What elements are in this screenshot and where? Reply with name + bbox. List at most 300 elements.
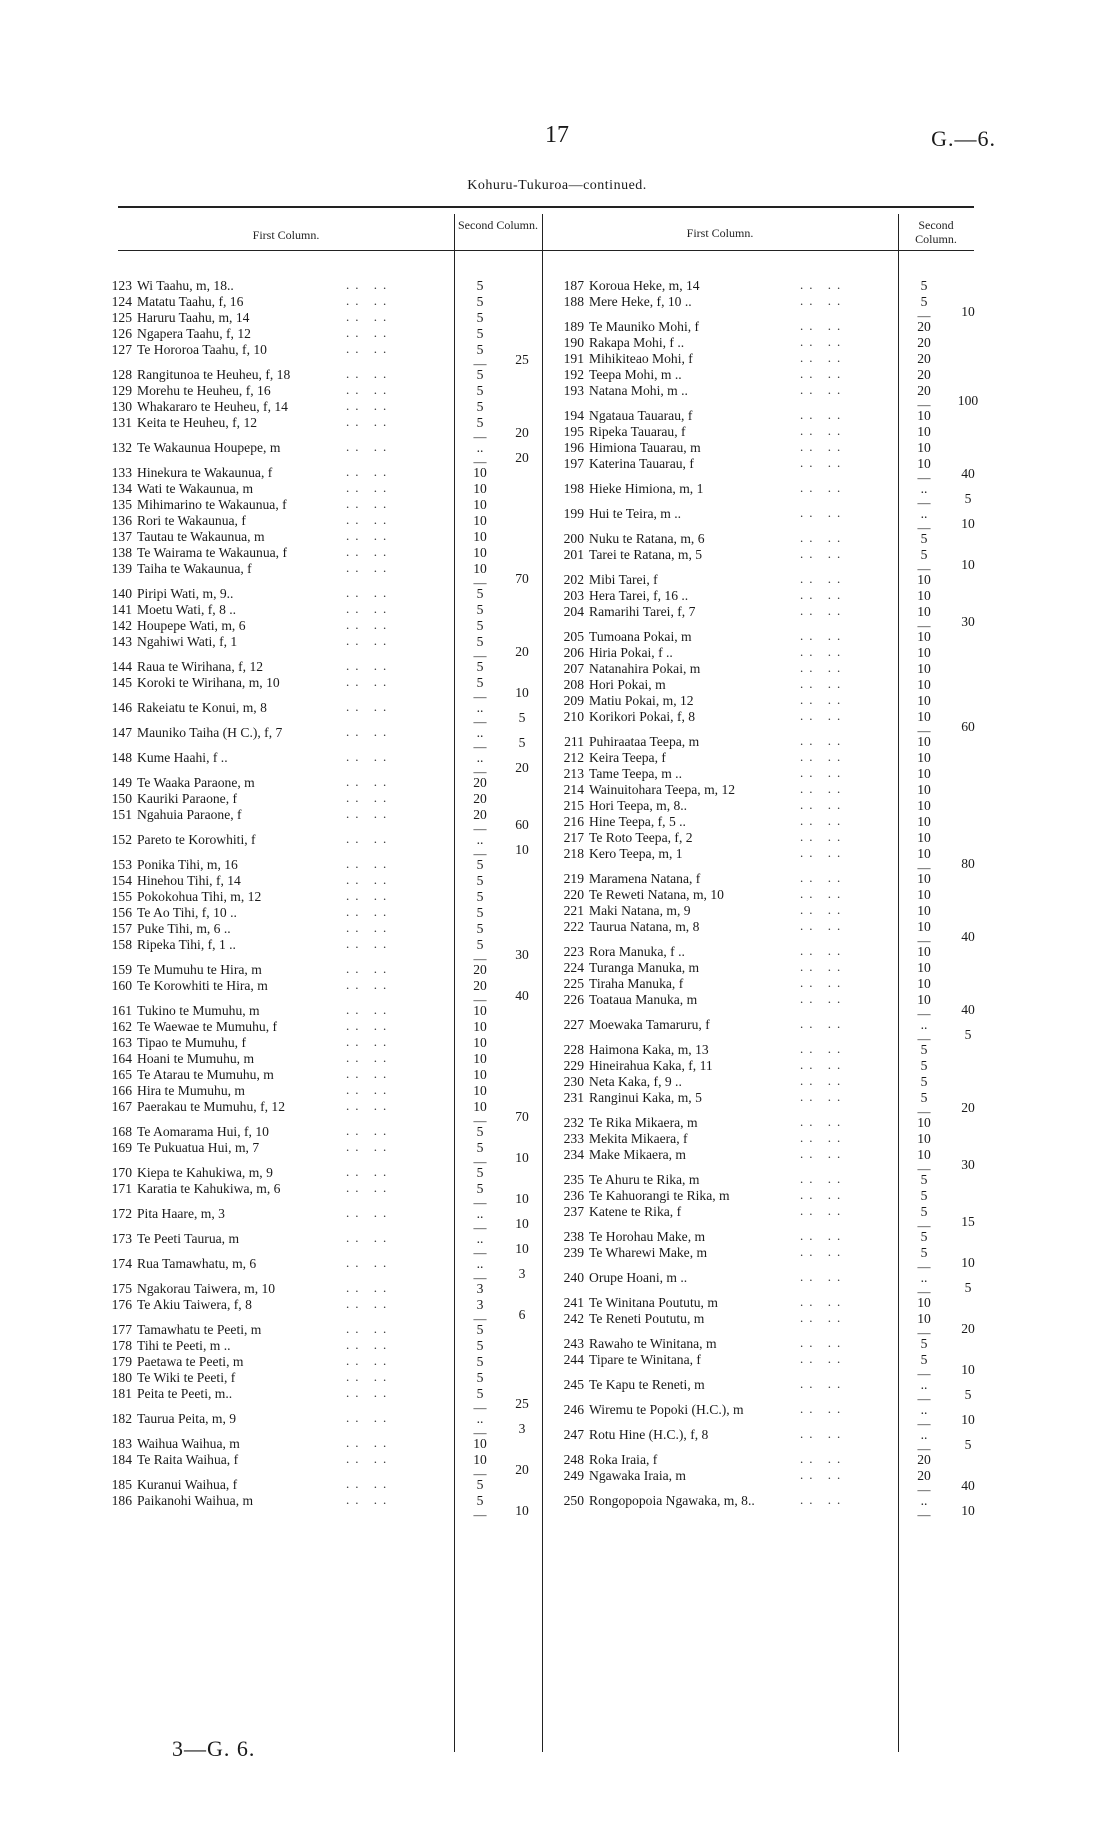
entry-number: 184: [111, 1452, 132, 1467]
leader-dots: .. ..: [346, 414, 393, 429]
subtotal-dash: —: [473, 951, 487, 966]
entry-name: Ranginui Kaka, m, 5: [589, 1090, 702, 1105]
entry-number: 164: [111, 1051, 132, 1066]
first-column-value: 5: [476, 399, 484, 414]
table-row: [550, 629, 692, 645]
entry-number: 150: [111, 791, 132, 806]
leader-dots: .. ..: [800, 571, 847, 586]
table-row: [98, 1181, 280, 1197]
entry-number: 189: [563, 319, 584, 334]
entry-name: Te Ao Tihi, f, 10 ..: [137, 905, 237, 920]
subtotal-dash: —: [473, 764, 487, 779]
leader-dots: .. ..: [800, 1073, 847, 1088]
leader-dots: .. ..: [800, 1294, 847, 1309]
entry-number: 213: [563, 766, 584, 781]
entry-number: 153: [111, 857, 132, 872]
second-column-value: 10: [515, 1503, 529, 1518]
second-column-value: 5: [964, 1027, 972, 1042]
leader-dots: .. ..: [346, 1066, 393, 1081]
entry-name: Koroua Heke, m, 14: [589, 278, 700, 293]
entry-number: 175: [111, 1281, 132, 1296]
first-column-value: 10: [917, 1131, 931, 1146]
table-row: [98, 1083, 245, 1099]
table-row: [98, 1322, 261, 1338]
entry-name: Te Winitana Poututu, m: [589, 1295, 718, 1310]
first-column-value: 5: [476, 383, 484, 398]
leader-dots: .. ..: [800, 765, 847, 780]
table-row: [550, 1115, 698, 1131]
entry-name: Rakeiatu te Konui, m, 8: [137, 700, 267, 715]
first-column-value: 5: [920, 531, 928, 546]
leader-dots: .. ..: [800, 1492, 847, 1507]
entry-name: Te Atarau te Mumuhu, m: [137, 1067, 274, 1082]
table-row: [550, 1204, 681, 1220]
table-row: [550, 440, 701, 456]
entry-number: 239: [563, 1245, 584, 1260]
entry-number: 161: [111, 1003, 132, 1018]
second-column-value: 70: [515, 571, 529, 586]
first-column-value: 5: [476, 889, 484, 904]
leader-dots: .. ..: [346, 1050, 393, 1065]
leader-dots: .. ..: [346, 1435, 393, 1450]
second-column-value: 25: [515, 1396, 529, 1411]
table-row: [550, 383, 688, 399]
first-column-value: ..: [476, 1411, 484, 1426]
table-row: [550, 1270, 687, 1286]
first-column-value: 10: [917, 976, 931, 991]
first-column-value: 20: [917, 1452, 931, 1467]
table-row: [98, 1003, 260, 1019]
subtotal-dash: —: [917, 520, 931, 535]
entry-name: Hiria Pokai, f ..: [589, 645, 673, 660]
entry-name: Te Wiki te Peeti, f: [137, 1370, 236, 1385]
subtotal-dash: —: [473, 1154, 487, 1169]
first-column-value: ..: [476, 440, 484, 455]
table-row: [550, 588, 688, 604]
entry-name: Ngahuia Paraone, f: [137, 807, 242, 822]
first-column-value: 5: [476, 921, 484, 936]
table-row: [550, 1336, 717, 1352]
entry-name: Waihua Waihua, m: [137, 1436, 240, 1451]
first-column-value: 5: [476, 1181, 484, 1196]
table-row: [98, 1206, 225, 1222]
leader-dots: .. ..: [346, 1002, 393, 1017]
table-row: [550, 846, 683, 862]
leader-dots: .. ..: [346, 1098, 393, 1113]
entry-number: 127: [111, 342, 132, 357]
subtotal-dash: —: [917, 1325, 931, 1340]
table-row: [98, 889, 261, 905]
first-column-value: 5: [920, 547, 928, 562]
second-column-value: 20: [515, 760, 529, 775]
second-column-value: 10: [515, 1216, 529, 1231]
table-row: [550, 1017, 710, 1033]
entry-name: Ngapera Taahu, f, 12: [137, 326, 251, 341]
table-row: [550, 367, 682, 383]
first-column-value: 10: [917, 572, 931, 587]
subtotal-dash: —: [917, 1259, 931, 1274]
leader-dots: .. ..: [346, 961, 393, 976]
leader-dots: .. ..: [346, 1321, 393, 1336]
entry-number: 194: [563, 408, 584, 423]
subtotal-dash: —: [473, 648, 487, 663]
leader-dots: .. ..: [346, 398, 393, 413]
first-column-value: 10: [917, 645, 931, 660]
first-column-value: 20: [917, 367, 931, 382]
first-column-value: 5: [476, 634, 484, 649]
leader-dots: .. ..: [346, 464, 393, 479]
table-row: [550, 456, 694, 472]
leader-dots: .. ..: [346, 904, 393, 919]
first-column-value: 10: [917, 750, 931, 765]
first-column-value: 5: [476, 1386, 484, 1401]
entry-number: 146: [111, 700, 132, 715]
entry-number: 233: [563, 1131, 584, 1146]
leader-dots: .. ..: [800, 813, 847, 828]
second-column-value: 20: [515, 425, 529, 440]
table-row: [98, 367, 290, 383]
subtotal-dash: —: [473, 739, 487, 754]
first-column-value: 5: [476, 342, 484, 357]
entry-name: Piripi Wati, m, 9..: [137, 586, 234, 601]
subtotal-dash: —: [473, 1425, 487, 1440]
table-row: [550, 547, 702, 563]
entry-number: 203: [563, 588, 584, 603]
entry-number: 157: [111, 921, 132, 936]
entry-name: Matatu Taahu, f, 16: [137, 294, 244, 309]
entry-number: 206: [563, 645, 584, 660]
leader-dots: .. ..: [800, 455, 847, 470]
entry-name: Haruru Taahu, m, 14: [137, 310, 250, 325]
entry-name: Tautau te Wakaunua, m: [137, 529, 265, 544]
entry-name: Hira te Mumuhu, m: [137, 1083, 245, 1098]
entry-number: 207: [563, 661, 584, 676]
second-column-value: 5: [518, 710, 526, 725]
entry-number: 248: [563, 1452, 584, 1467]
table-row: [98, 294, 243, 310]
second-column-value: 40: [961, 1478, 975, 1493]
table-row: [550, 1352, 701, 1368]
table-row: [98, 586, 233, 602]
entry-number: 182: [111, 1411, 132, 1426]
leader-dots: .. ..: [346, 699, 393, 714]
first-column-value: 10: [473, 1067, 487, 1082]
leader-dots: .. ..: [346, 1280, 393, 1295]
entry-number: 223: [563, 944, 584, 959]
subtotal-dash: —: [473, 1507, 487, 1522]
entry-number: 171: [111, 1181, 132, 1196]
first-column-value: 10: [473, 1019, 487, 1034]
entry-number: 176: [111, 1297, 132, 1312]
first-column-value: 5: [920, 1229, 928, 1244]
entry-number: 123: [111, 278, 132, 293]
second-column-value: 40: [961, 929, 975, 944]
second-column-value: 10: [515, 842, 529, 857]
entry-number: 238: [563, 1229, 584, 1244]
first-column-value: 10: [917, 846, 931, 861]
subtotal-dash: —: [473, 1270, 487, 1285]
header-first-column-right: First Column.: [686, 226, 754, 240]
leader-dots: .. ..: [800, 480, 847, 495]
first-column-value: ..: [476, 832, 484, 847]
entry-name: Tumoana Pokai, m: [589, 629, 692, 644]
first-column-value: 20: [917, 383, 931, 398]
entry-name: Te Wharewi Make, m: [589, 1245, 708, 1260]
first-column-value: 10: [917, 871, 931, 886]
leader-dots: .. ..: [346, 1385, 393, 1400]
leader-dots: .. ..: [346, 806, 393, 821]
entry-name: Te Hororoa Taahu, f, 10: [137, 342, 267, 357]
table-row: [550, 1074, 682, 1090]
subtotal-dash: —: [473, 821, 487, 836]
second-column-value: 6: [518, 1307, 526, 1322]
first-column-value: 5: [476, 675, 484, 690]
first-column-value: 20: [473, 807, 487, 822]
first-column-value: 5: [920, 1336, 928, 1351]
entry-number: 228: [563, 1042, 584, 1057]
first-column-value: 20: [473, 978, 487, 993]
entry-name: Korikori Pokai, f, 8: [589, 709, 696, 724]
leader-dots: .. ..: [800, 1203, 847, 1218]
entry-number: 136: [111, 513, 132, 528]
table-row: [550, 351, 693, 367]
table-row: [550, 278, 700, 294]
first-column-value: 5: [476, 294, 484, 309]
footer-code: 3—G. 6.: [172, 1736, 256, 1761]
entry-number: 227: [563, 1017, 584, 1032]
entry-name: Karatia te Kahukiwa, m, 6: [137, 1181, 281, 1196]
leader-dots: .. ..: [800, 991, 847, 1006]
table-row: [98, 1477, 237, 1493]
first-column-value: 5: [920, 294, 928, 309]
leader-dots: .. ..: [346, 1296, 393, 1311]
entry-name: Tipao te Mumuhu, f: [137, 1035, 247, 1050]
entry-number: 188: [563, 294, 584, 309]
entry-name: Te Korowhiti te Hira, m: [137, 978, 268, 993]
first-column-value: ..: [920, 1427, 928, 1442]
first-column-value: ..: [476, 1256, 484, 1271]
table-row: [98, 602, 236, 618]
second-column-value: 100: [957, 393, 979, 408]
entry-name: Wiremu te Popoki (H.C.), m: [589, 1402, 744, 1417]
first-column-value: 10: [917, 629, 931, 644]
entry-number: 246: [563, 1402, 584, 1417]
first-column-value: 5: [476, 1322, 484, 1337]
entry-number: 130: [111, 399, 132, 414]
entry-name: Rotu Hine (H.C.), f, 8: [589, 1427, 709, 1442]
table-row: [98, 1051, 254, 1067]
entry-name: Hieke Himiona, m, 1: [589, 481, 704, 496]
second-column-value: 10: [961, 557, 975, 572]
table-row: [98, 1493, 253, 1509]
entry-number: 187: [563, 278, 584, 293]
leader-dots: .. ..: [800, 886, 847, 901]
first-column-value: 10: [917, 709, 931, 724]
second-column-value: 70: [515, 1109, 529, 1124]
first-column-value: ..: [920, 1017, 928, 1032]
entry-number: 190: [563, 335, 584, 350]
entry-number: 145: [111, 675, 132, 690]
second-column-value: 60: [961, 719, 975, 734]
leader-dots: .. ..: [800, 277, 847, 292]
entry-number: 195: [563, 424, 584, 439]
leader-dots: .. ..: [346, 1205, 393, 1220]
table-row: [550, 709, 695, 725]
entry-number: 214: [563, 782, 584, 797]
entry-name: Kume Haahi, f ..: [137, 750, 228, 765]
entry-number: 209: [563, 693, 584, 708]
entry-name: Puhiraataa Teepa, m: [589, 734, 700, 749]
first-column-value: 20: [917, 1468, 931, 1483]
first-column-value: 10: [917, 919, 931, 934]
entry-name: Hinekura te Wakaunua, f: [137, 465, 273, 480]
table-row: [98, 1124, 269, 1140]
leader-dots: .. ..: [800, 870, 847, 885]
table-row: [550, 661, 700, 677]
table-row: [98, 1035, 246, 1051]
table-row: [98, 962, 262, 978]
entry-name: Keita te Heuheu, f, 12: [137, 415, 258, 430]
entry-number: 177: [111, 1322, 132, 1337]
second-column-value: 10: [515, 685, 529, 700]
first-column-value: ..: [476, 750, 484, 765]
first-column-value: 10: [917, 814, 931, 829]
entry-name: Ramarihi Tarei, f, 7: [589, 604, 696, 619]
leader-dots: .. ..: [800, 318, 847, 333]
first-column-value: 5: [476, 1338, 484, 1353]
entry-name: Te Kahuorangi te Rika, m: [589, 1188, 730, 1203]
leader-dots: .. ..: [346, 1255, 393, 1270]
first-column-value: 5: [920, 1204, 928, 1219]
entry-name: Moewaka Tamaruru, f: [589, 1017, 710, 1032]
subtotal-dash: —: [917, 1218, 931, 1233]
entry-name: Tihi te Peeti, m ..: [137, 1338, 231, 1353]
entry-name: Hori Pokai, m: [589, 677, 666, 692]
table-row: [98, 1256, 256, 1272]
first-column-value: 20: [473, 775, 487, 790]
first-column-value: 10: [473, 513, 487, 528]
first-column-value: 10: [473, 1436, 487, 1451]
table-row: [98, 725, 282, 741]
leader-dots: .. ..: [346, 1164, 393, 1179]
subtotal-dash: —: [473, 356, 487, 371]
leader-dots: .. ..: [346, 774, 393, 789]
leader-dots: .. ..: [800, 1401, 847, 1416]
table-row: [98, 791, 237, 807]
entry-name: Te Wairama te Wakaunua, f: [137, 545, 287, 560]
leader-dots: .. ..: [800, 918, 847, 933]
leader-dots: .. ..: [346, 1018, 393, 1033]
first-column-value: 10: [917, 588, 931, 603]
entry-name: Te Kapu te Reneti, m: [589, 1377, 705, 1392]
first-column-value: 5: [476, 602, 484, 617]
subtotal-dash: —: [473, 1113, 487, 1128]
subtotal-dash: —: [917, 723, 931, 738]
entry-name: Te Aomarama Hui, f, 10: [137, 1124, 269, 1139]
table-row: [98, 440, 280, 456]
first-column-value: 5: [476, 1493, 484, 1508]
entry-name: Haimona Kaka, m, 13: [589, 1042, 709, 1057]
entry-name: Ngakorau Taiwera, m, 10: [137, 1281, 276, 1296]
subtotal-dash: —: [473, 429, 487, 444]
leader-dots: .. ..: [346, 277, 393, 292]
leader-dots: .. ..: [346, 872, 393, 887]
leader-dots: .. ..: [800, 1310, 847, 1325]
leader-dots: .. ..: [346, 633, 393, 648]
entry-name: Maramena Natana, f: [589, 871, 701, 886]
second-column-value: 20: [515, 644, 529, 659]
first-column-value: 5: [476, 1140, 484, 1155]
entry-name: Peita te Peeti, m..: [137, 1386, 233, 1401]
first-column-value: 5: [476, 1477, 484, 1492]
entry-number: 139: [111, 561, 132, 576]
leader-dots: .. ..: [800, 1426, 847, 1441]
entry-number: 152: [111, 832, 132, 847]
entry-name: Roka Iraia, f: [589, 1452, 658, 1467]
second-column-value: 3: [518, 1421, 526, 1436]
subtotal-dash: —: [473, 1311, 487, 1326]
leader-dots: .. ..: [346, 512, 393, 527]
first-column-value: 10: [473, 1099, 487, 1114]
subtotal-dash: —: [917, 618, 931, 633]
entry-number: 222: [563, 919, 584, 934]
first-column-value: 5: [476, 326, 484, 341]
leader-dots: .. ..: [346, 617, 393, 632]
table-row: [550, 1172, 699, 1188]
entry-number: 169: [111, 1140, 132, 1155]
entry-name: Te Waewae te Mumuhu, f: [137, 1019, 278, 1034]
header-second-column-right: Second Column.: [915, 218, 957, 246]
subtotal-dash: —: [917, 495, 931, 510]
leader-dots: .. ..: [346, 856, 393, 871]
leader-dots: .. ..: [800, 628, 847, 643]
first-column-value: 10: [917, 887, 931, 902]
entry-number: 243: [563, 1336, 584, 1351]
first-column-value: 5: [476, 1165, 484, 1180]
entry-number: 162: [111, 1019, 132, 1034]
entry-number: 245: [563, 1377, 584, 1392]
entry-number: 135: [111, 497, 132, 512]
entry-number: 211: [564, 734, 584, 749]
entry-name: Kuranui Waihua, f: [137, 1477, 238, 1492]
first-column-value: 20: [473, 962, 487, 977]
first-column-value: 10: [917, 1295, 931, 1310]
table-row: [550, 645, 673, 661]
entry-name: Hui te Teira, m ..: [589, 506, 682, 521]
table-row: [550, 814, 686, 830]
entry-number: 141: [111, 602, 132, 617]
header-first-column-left: First Column.: [252, 228, 320, 242]
entry-name: Te Akiu Taiwera, f, 8: [137, 1297, 252, 1312]
header-second-column-left: Second Column.: [458, 218, 538, 232]
second-column-value: 30: [515, 947, 529, 962]
second-column-value: 5: [964, 491, 972, 506]
first-column-value: ..: [920, 506, 928, 521]
leader-dots: .. ..: [346, 496, 393, 511]
first-column-value: 10: [917, 798, 931, 813]
entry-name: Wainuitohara Teepa, m, 12: [589, 782, 736, 797]
second-column-value: 80: [961, 856, 975, 871]
entry-name: Tipare te Winitana, f: [589, 1352, 701, 1367]
subtotal-dash: —: [917, 561, 931, 576]
entry-number: 201: [563, 547, 584, 562]
entry-number: 220: [563, 887, 584, 902]
subtotal-dash: —: [917, 933, 931, 948]
page-title: Kohuru-Tukuroa—continued.: [467, 178, 647, 193]
leader-dots: .. ..: [800, 587, 847, 602]
table-row: [550, 424, 686, 440]
second-column-value: 5: [518, 735, 526, 750]
